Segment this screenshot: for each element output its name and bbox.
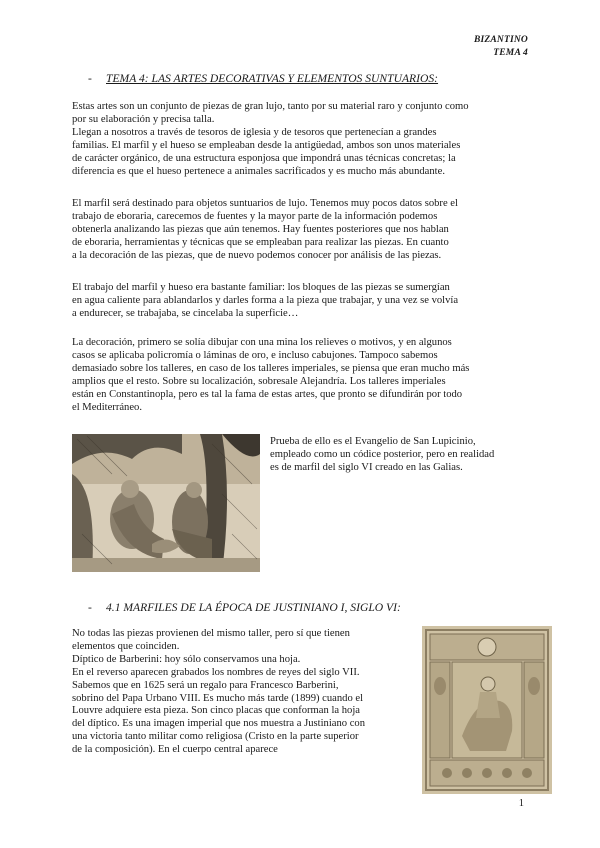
text-line: es de marfil del siglo VI creado en las Galias. xyxy=(270,461,463,473)
paragraph-barberini xyxy=(72,628,412,757)
text-line: En el reverso aparecen grabados los nombres de reyes del siglo VII. xyxy=(72,666,360,678)
paragraph-marfil xyxy=(72,198,528,263)
text-line: Louvre adquiere esta pieza. Son cinco placas que conforman la hoja xyxy=(72,705,360,717)
header-subject: BIZANTINO xyxy=(473,35,528,45)
text-line: Estas artes son un conjunto de piezas de gran lujo, tanto por su material raro y conjunto como xyxy=(72,101,469,112)
paragraph-trabajo xyxy=(72,282,528,321)
text-line: una victoria tanto militar como religiosa (Cristo en la parte superior xyxy=(72,731,359,743)
text-line: familias. El marfil y el hueso se empleaban desde la antigüedad, ambos son unos materiales xyxy=(72,139,461,151)
text-line: sobrino del Papa Urbano VIII. Es mucho más tarde (1899) cuando el xyxy=(72,692,364,704)
text-line: a la decoración de las piezas, que de nuevo podemos conocer por análisis de las piezas. xyxy=(72,249,442,261)
section-heading-tema4 xyxy=(88,72,438,85)
text-line: elementos que coinciden. xyxy=(72,640,180,652)
text-line: de carácter orgánico, de una estructura esponjosa que impondrá unas técnicas concretas; la xyxy=(72,152,456,164)
text-line: trabajo de eboraria, carecemos de fuentes y la mayor parte de la información podemos xyxy=(72,210,438,222)
page-number: 1 xyxy=(518,798,524,809)
section-heading-4-1 xyxy=(88,601,401,614)
heading-title: TEMA 4: LAS ARTES DECORATIVAS Y ELEMENTOS SUNTUARIOS: xyxy=(106,72,439,85)
text-line: amplios que el resto. Sobre su localización, sobresale Alejandría. Los talleres imperiales xyxy=(72,375,446,387)
text-line: Prueba de ello es el Evangelio de San Lupicinio, xyxy=(270,436,476,447)
running-header xyxy=(474,34,528,60)
text-line: en agua caliente para ablandarlos y darles forma a la pieza que trabajar, y una vez se volvía xyxy=(72,294,459,306)
text-line: No todas las piezas provienen del mismo taller, pero sí que tienen xyxy=(72,628,350,639)
heading-bullet: - xyxy=(88,601,92,614)
text-line: el Mediterráneo. xyxy=(72,401,143,413)
text-line: están en Constantinopla, pero es tal la fama de estas artes, que pronto se difundirán por todo xyxy=(72,388,463,400)
paragraph-decoracion xyxy=(72,337,528,414)
heading-bullet: - xyxy=(88,72,92,85)
text-line: Díptico de Barberini: hoy sólo conservamos una hoja. xyxy=(72,653,301,665)
text-line: por su elaboración y precisa talla. xyxy=(72,113,215,125)
engraving-hermits-image xyxy=(72,434,260,572)
barberini-diptych-image xyxy=(422,626,552,794)
text-line: a endurecer, se trabajaba, se cincelaba la superficie… xyxy=(72,307,299,319)
text-line: obtenerla analizando las piezas que aún tenemos. Hay fuentes posteriores que nos hablan xyxy=(72,223,449,235)
paragraph-lupicinio xyxy=(270,436,530,475)
text-line: de la composición). En el cuerpo central aparece xyxy=(72,744,278,756)
text-line: diferencia es que el hueso pertenece a animales sacrificados y es mucho más abundante. xyxy=(72,165,445,177)
heading-title: 4.1 MARFILES DE LA ÉPOCA DE JUSTINIANO I, SIGLO VI: xyxy=(106,601,401,614)
paragraph-intro xyxy=(72,101,528,178)
text-line: El marfil será destinado para objetos suntuarios de lujo. Tenemos muy pocos datos sobre el xyxy=(72,198,458,209)
header-topic: TEMA 4 xyxy=(493,48,528,58)
text-line: Sabemos que en 1625 será un regalo para Francesco Barberini, xyxy=(72,679,339,691)
text-line: El trabajo del marfil y hueso era bastante familiar: los bloques de las piezas se sumergían xyxy=(72,282,450,293)
text-line: La decoración, primero se solía dibujar con una mina los relieves o motivos, y en algunos xyxy=(72,337,452,348)
text-line: casos se aplicaba policromía o láminas de oro, e incluso cabujones. Tampoco sabemos xyxy=(72,349,438,361)
text-line: demasiado sobre los talleres, en caso de los talleres imperiales, se piensa que eran mucho más xyxy=(72,362,470,374)
text-line: Llegan a nosotros a través de tesoros de iglesia y de tesoros que pertenecían a grandes xyxy=(72,126,437,138)
text-line: empleado como un códice posterior, pero en realidad xyxy=(270,448,495,460)
text-line: del díptico. Es una imagen imperial que nos muestra a Justiniano con xyxy=(72,718,366,730)
text-line: de eboraria, herramientas y técnicas que se empleaban para realizar las piezas. En cuanto xyxy=(72,236,449,248)
